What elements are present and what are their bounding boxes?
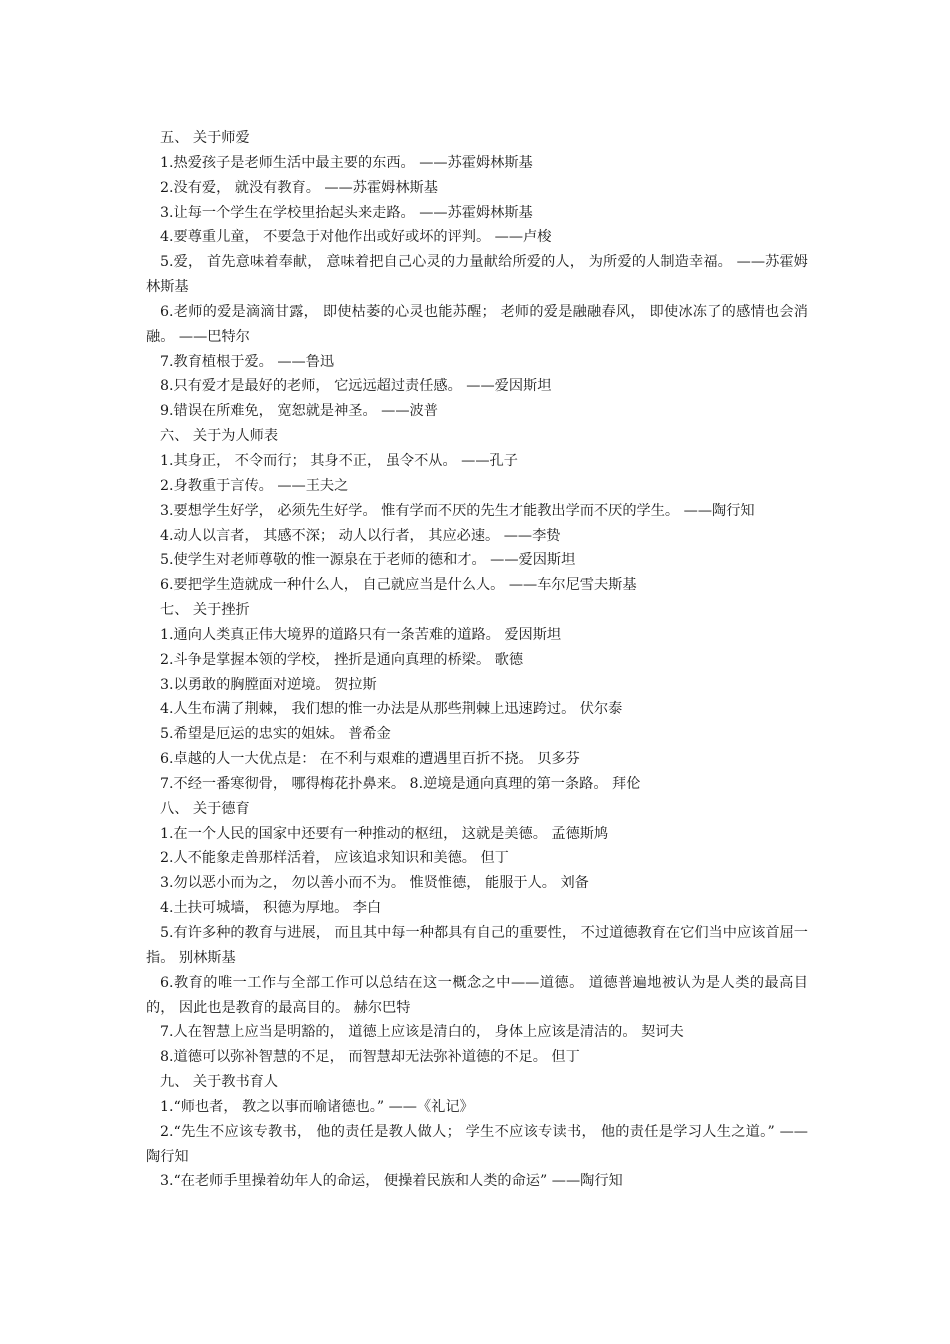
quote-line: 3.“在老师手里操着幼年人的命运， 便操着民族和人类的命运” ——陶行知 [160,1173,623,1190]
quote-paragraph: 6.教育的唯一工作与全部工作可以总结在这一概念之中——道德。 道德普遍地被认为是人类的最高目的， 因此也是教育的最高目的。 赫尔巴特 [146,974,808,1016]
quote-line: 4.要尊重儿童， 不要急于对他作出或好或坏的评判。 ——卢梭 [160,229,552,246]
quote-paragraph: 3.要想学生好学， 必须先生好学。 惟有学而不厌的先生才能教出学而不厌的学生。 ——陶行知 [160,502,755,519]
quote-line: 2.没有爱， 就没有教育。 ——苏霍姆林斯基 [160,179,438,196]
section-heading: 七、 关于挫折 [160,602,250,619]
quote-line: 7.不经一番寒彻骨， 哪得梅花扑鼻来。 8.逆境是通向真理的第一条路。 拜伦 [160,775,641,792]
quote-line: 5.希望是厄运的忠实的姐妹。 普希金 [160,726,391,743]
section-heading: 九、 关于教书育人 [160,1074,279,1091]
quote-line: 1.通向人类真正伟大境界的道路只有一条苦难的道路。 爱因斯坦 [160,626,562,643]
quote-paragraph: 5.爱， 首先意味着奉献， 意味着把自己心灵的力量献给所爱的人， 为所爱的人制造幸福。 ——苏霍姆林斯基 [146,254,808,296]
quote-paragraph: 5.有许多种的教育与进展， 而且其中每一种都具有自己的重要性， 不过道德教育在它们当中应该首屈一指。 别林斯基 [146,925,808,966]
quote-line: 6.卓越的人一大优点是： 在不利与艰难的遭遇里百折不挠。 贝多芬 [160,751,580,768]
section-heading: 八、 关于德育 [160,800,250,817]
section-heading: 五、 关于师爱 [160,130,250,146]
quote-line: 3.让每一个学生在学校里抬起头来走路。 ——苏霍姆林斯基 [160,204,533,221]
quote-paragraph: 6.老师的爱是滴滴甘露， 即使枯萎的心灵也能苏醒； 老师的爱是融融春风， 即使冰冻了的感情也会消融。 ——巴特尔 [146,303,808,345]
quote-line: 1.热爱孩子是老师生活中最主要的东西。 ——苏霍姆林斯基 [160,154,533,171]
quote-line: 6.要把学生造就成一种什么人， 自己就应当是什么人。 ——车尔尼雪夫斯基 [160,577,637,594]
quote-paragraph: 2.“先生不应该专教书， 他的责任是教人做人； 学生不应该专读书， 他的责任是学习人生之道。” ——陶行知 [146,1123,808,1165]
quote-line: 7.教育植根于爱。 ——鲁迅 [160,353,335,370]
quote-line: 4.动人以言者， 其感不深； 动人以行者， 其应必速。 ——李贽 [160,527,561,544]
quote-line: 3.勿以恶小而为之， 勿以善小而不为。 惟贤惟德， 能服于人。 刘备 [160,875,589,892]
quote-line: 5.使学生对老师尊敬的惟一源泉在于老师的德和才。 ——爱因斯坦 [160,552,576,569]
quote-line: 8.只有爱才是最好的老师， 它远远超过责任感。 ——爱因斯坦 [160,378,552,395]
quote-line: 1.其身正， 不令而行； 其身不正， 虽令不从。 ——孔子 [160,452,518,469]
quote-line: 4.人生布满了荆棘， 我们想的惟一办法是从那些荆棘上迅速跨过。 伏尔泰 [160,701,623,718]
quote-line: 1.“师也者， 教之以事而喻诸德也。” ——《礼记》 [160,1098,474,1115]
quote-line: 2.斗争是掌握本领的学校， 挫折是通向真理的桥梁。 歌德 [160,651,524,668]
document-page [146,126,808,1194]
quote-line: 2.人不能象走兽那样活着， 应该追求知识和美德。 但丁 [160,850,509,867]
quote-line: 4.土扶可城墙， 积德为厚地。 李白 [160,900,382,917]
quote-line: 9.错误在所难免， 宽恕就是神圣。 ——波普 [160,403,438,420]
quote-line: 1.在一个人民的国家中还要有一种推动的枢纽， 这就是美德。 孟德斯鸠 [160,825,609,842]
quote-line: 3.以勇敢的胸膛面对逆境。 贺拉斯 [160,676,377,693]
quote-line: 8.道德可以弥补智慧的不足， 而智慧却无法弥补道德的不足。 但丁 [160,1049,580,1066]
section-heading: 六、 关于为人师表 [160,428,279,445]
quote-line: 2.身教重于言传。 ——王夫之 [160,477,349,494]
quote-line: 7.人在智慧上应当是明豁的， 道德上应该是清白的， 身体上应该是清洁的。 契诃夫 [160,1024,684,1041]
